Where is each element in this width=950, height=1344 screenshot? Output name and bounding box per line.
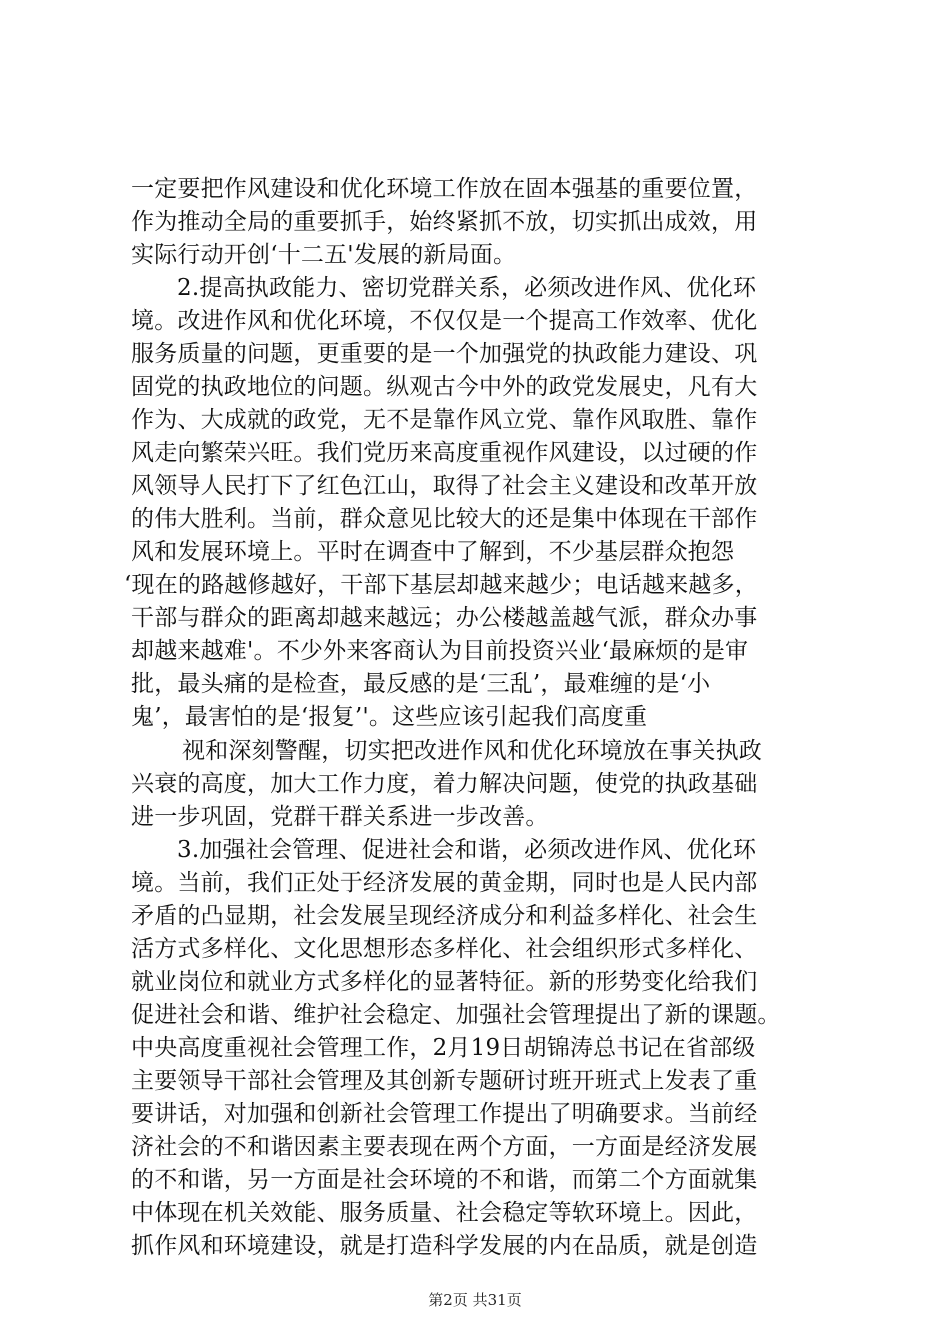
text-line: 2.提高执政能力、密切党群关系，必须改进作风、优化环	[177, 275, 757, 301]
text-line: 活方式多样化、文化思想形态多样化、社会组织形式多样化、	[131, 936, 758, 962]
text-line: 风领导人民打下了红色江山，取得了社会主义建设和改革开放	[131, 473, 758, 499]
text-line: 的伟大胜利。当前，群众意见比较大的还是集中体现在干部作	[131, 506, 758, 532]
page-number-footer: 第2页 共31页	[428, 1291, 522, 1309]
text-line: 进一步巩固，党群干群关系进一步改善。	[131, 804, 549, 830]
text-line: 作为、大成就的政党，无不是靠作风立党、靠作风取胜、靠作	[131, 407, 758, 433]
text-line: 实际行动开创‘十二五'发展的新局面。	[131, 242, 517, 268]
text-line: 服务质量的问题，更重要的是一个加强党的执政能力建设、巩	[131, 341, 758, 367]
text-line: 济社会的不和谐因素主要表现在两个方面，一方面是经济发展	[131, 1134, 758, 1160]
text-line: 促进社会和谐、维护社会稳定、加强社会管理提出了新的课题。	[131, 1002, 781, 1028]
text-line: 干部与群众的距离却越来越远；办公楼越盖越气派，群众办事	[131, 605, 758, 631]
text-line: 兴衰的高度，加大工作力度，着力解决问题，使党的执政基础	[131, 771, 758, 797]
text-line: 的不和谐，另一方面是社会环境的不和谐，而第二个方面就集	[131, 1167, 758, 1193]
text-line: 境。改进作风和优化环境，不仅仅是一个提高工作效率、优化	[131, 308, 758, 334]
text-line: 风走向繁荣兴旺。我们党历来高度重视作风建设，以过硬的作	[131, 440, 758, 466]
text-line: 风和发展环境上。平时在调查中了解到，不少基层群众抱怨	[131, 539, 735, 565]
text-line: 要讲话，对加强和创新社会管理工作提出了明确要求。当前经	[131, 1101, 758, 1127]
text-line: 矛盾的凸显期，社会发展呈现经济成分和利益多样化、社会生	[131, 903, 758, 929]
text-line: 视和深刻警醒，切实把改进作风和优化环境放在事关执政	[182, 738, 762, 764]
text-line: 3.加强社会管理、促进社会和谐，必须改进作风、优化环	[177, 837, 757, 863]
text-line: 批，最头痛的是检查，最反感的是‘三乱’，最难缠的是‘小	[131, 671, 711, 697]
text-line: 却越来越难'。不少外来客商认为目前投资兴业‘最麻烦的是审	[131, 638, 749, 664]
text-line: 固党的执政地位的问题。纵观古今中外的政党发展史，凡有大	[131, 374, 758, 400]
text-line: 中体现在机关效能、服务质量、社会稳定等软环境上。因此，	[131, 1200, 758, 1226]
text-line: 境。当前，我们正处于经济发展的黄金期，同时也是人民内部	[131, 870, 758, 896]
text-line: 中央高度重视社会管理工作，2月19日胡锦涛总书记在省部级	[131, 1035, 756, 1061]
text-line: 主要领导干部社会管理及其创新专题研讨班开班式上发表了重	[131, 1068, 758, 1094]
text-line: 抓作风和环境建设，就是打造科学发展的内在品质，就是创造	[131, 1233, 758, 1259]
text-line: 作为推动全局的重要抓手，始终紧抓不放，切实抓出成效，用	[131, 209, 758, 235]
text-line: 鬼’，最害怕的是‘报复’'。这些应该引起我们高度重	[131, 704, 648, 730]
text-line: ‘现在的路越修越好，干部下基层却越来越少；电话越来越多，	[124, 572, 758, 598]
text-line: 一定要把作风建设和优化环境工作放在固本强基的重要位置，	[131, 176, 758, 202]
text-line: 就业岗位和就业方式多样化的显著特征。新的形势变化给我们	[131, 969, 758, 995]
